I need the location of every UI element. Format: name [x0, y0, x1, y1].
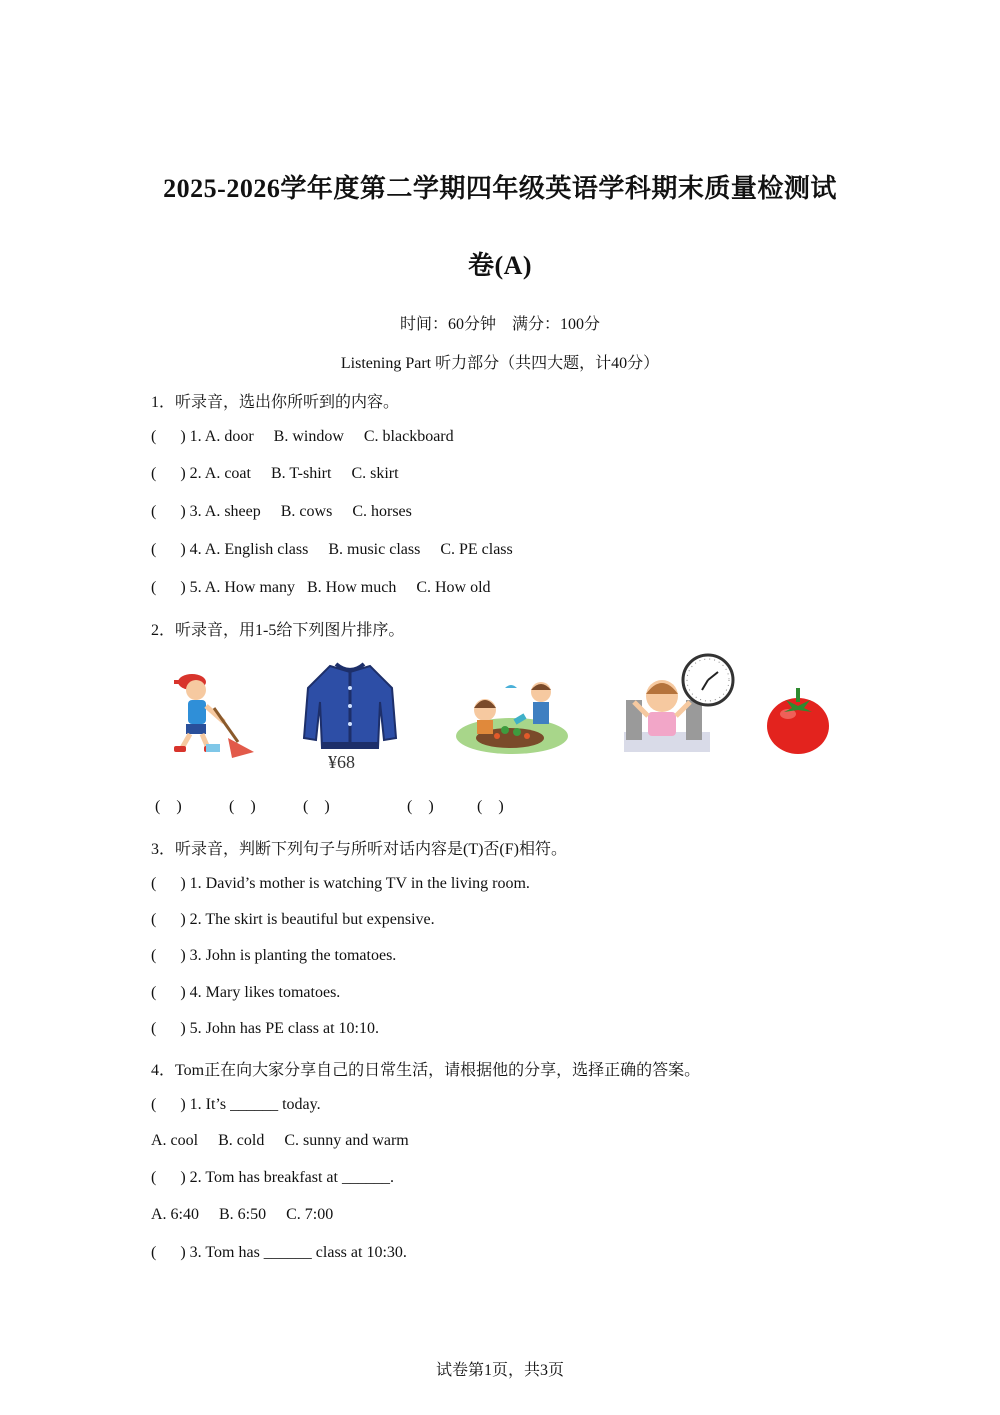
girl-waking-clock-picture [620, 652, 738, 754]
picture-4-blank[interactable]: ( ) [407, 798, 434, 815]
page-footer: 试卷第1页，共3页 [435, 1362, 564, 1379]
s1-question-4: ( ) 4. A. English class B. music class C. PE class [151, 541, 513, 558]
s1-question-1: ( ) 1. A. door B. window C. blackboard [151, 428, 454, 445]
picture-1-blank[interactable]: ( ) [155, 798, 182, 815]
s1-question-3: ( ) 3. A. sheep B. cows C. horses [151, 503, 412, 520]
section3-heading: 3．听录音，判断下列句子与所听对话内容是(T)否(F)相符。 [151, 841, 567, 858]
kids-gardening-picture [455, 670, 570, 758]
s4-question-1-options: A. cool B. cold C. sunny and warm [151, 1132, 409, 1149]
picture-2-blank[interactable]: ( ) [229, 798, 256, 815]
s3-statement-3: ( ) 3. John is planting the tomatoes. [151, 947, 397, 964]
s3-statement-4: ( ) 4. Mary likes tomatoes. [151, 984, 341, 1001]
s4-question-2: ( ) 2. Tom has breakfast at ______. [151, 1169, 394, 1186]
time-info: 时间：60分钟 满分：100分 [399, 316, 600, 333]
exam-title-cont: 卷(A) [467, 251, 533, 280]
s1-question-2: ( ) 2. A. coat B. T-shirt C. skirt [151, 465, 399, 482]
section4-heading: 4．Tom正在向大家分享自己的日常生活，请根据他的分享，选择正确的答案。 [151, 1062, 701, 1079]
s3-statement-5: ( ) 5. John has PE class at 10:10. [151, 1020, 379, 1037]
boy-sweeping-picture [162, 660, 262, 760]
s1-question-5: ( ) 5. A. How many B. How much C. How old [151, 579, 491, 596]
s4-question-2-options: A. 6:40 B. 6:50 C. 7:00 [151, 1206, 334, 1223]
s3-statement-2: ( ) 2. The skirt is beautiful but expensive. [151, 911, 435, 928]
exam-title: 2025-2026学年度第二学期四年级英语学科期末质量检测试 [163, 174, 837, 203]
s3-statement-1: ( ) 1. David’s mother is watching TV in the living room. [151, 875, 530, 892]
s4-question-3: ( ) 3. Tom has ______ class at 10:30. [151, 1244, 407, 1261]
jacket-picture [300, 658, 400, 773]
s4-question-1: ( ) 1. It’s ______ today. [151, 1096, 321, 1113]
price-tag: ¥68 [328, 752, 355, 772]
tomato-picture [764, 684, 832, 756]
picture-5-blank[interactable]: ( ) [477, 798, 504, 815]
part-heading: Listening Part 听力部分（共四大题，计40分） [340, 355, 660, 372]
section1-heading: 1．听录音，选出你所听到的内容。 [151, 394, 400, 411]
section2-heading: 2．听录音，用1-5给下列图片排序。 [151, 622, 405, 639]
picture-3-blank[interactable]: ( ) [303, 798, 330, 815]
